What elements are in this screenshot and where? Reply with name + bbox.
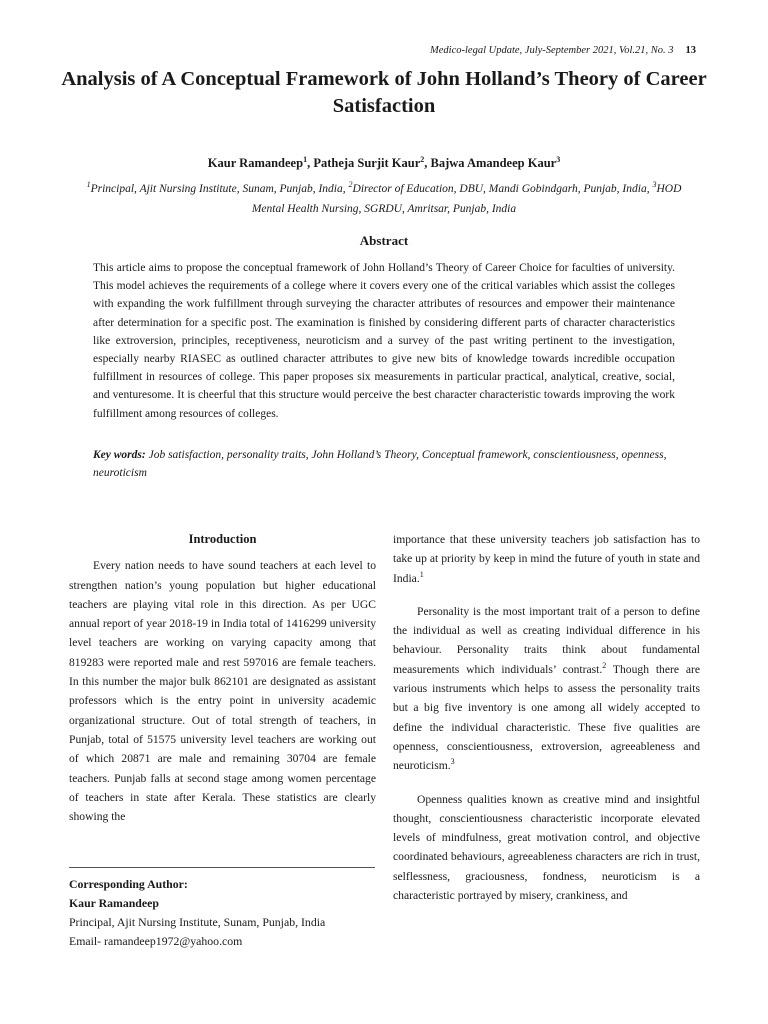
left-column	[69, 530, 376, 826]
affiliation: Principal, Ajit Nursing Institute, Sunam, Punjab, India,	[90, 183, 349, 195]
intro-paragraph-2	[393, 602, 700, 776]
affil-sup: 1	[86, 180, 91, 190]
page-number: 13	[685, 45, 696, 56]
citation-ref: 1	[419, 569, 424, 579]
author-sup: 1	[303, 154, 308, 164]
intro-paragraph-1-continued	[393, 530, 700, 588]
corresponding-author-name: Kaur Ramandeep	[69, 896, 159, 910]
right-column	[393, 530, 700, 905]
paragraph-text: importance that these university teachers job satisfaction has to take up at priority by keep in mind the future of youth in state and India.	[393, 533, 700, 585]
footnote-divider	[69, 867, 375, 868]
affiliation: HOD Mental Health Nursing, SGRDU, Amritsar, Punjab, India	[251, 183, 682, 215]
paragraph-text: Though there are various instruments which helps to assess the personality traits but a big five inventory is one among all widely accepted to define the individual characteristic. These five qualities are openness, conscientiousness, extroversion, agreeableness and neuroticism.	[393, 662, 700, 773]
paper-title: Analysis of A Conceptual Framework of John Holland’s Theory of Career Satisfaction	[61, 68, 707, 117]
affiliation: Director of Education, DBU, Mandi Gobindgarh, Punjab, India,	[352, 183, 653, 195]
keywords-label: Key words:	[93, 449, 146, 461]
author-sup: 3	[556, 154, 561, 164]
affil-sup: 2	[348, 180, 353, 190]
journal-citation: Medico-legal Update, July-September 2021, Vol.21, No. 3	[430, 45, 674, 56]
citation-ref: 3	[450, 757, 455, 767]
author-name: Patheja Surjit Kaur	[313, 156, 421, 170]
corresponding-author-address: Principal, Ajit Nursing Institute, Sunam, Punjab, India	[69, 915, 326, 929]
affiliations	[80, 179, 688, 219]
corresponding-author-email: Email- ramandeep1972@yahoo.com	[69, 934, 243, 948]
author-sup: 2	[420, 154, 425, 164]
author-name: Bajwa Amandeep Kaur	[430, 156, 557, 170]
abstract-text: This article aims to propose the conceptual framework of John Holland’s Theory of Career Choice for faculties of university. This model achieves the requirements of a college where it covers every one of the critical variables which assist the colleges with expanding the work fulfillment through surveying the character attributes of resources and empower their maintenance after determination for a specific post. The examination is finished by considering different parts of character characteristics like extroversion, principles, receptiveness, neuroticism and a survey of the past writing pertinent to the investigation, especially nearby RIASEC as outlined character attributes to give new bits of knowledge towards incredible occupation fulfillment in resources of college. This paper proposes six measurements in particular practical, analytical, creative, social, and venturesome. It is cheerful that this structure would perceive the best character characteristic towards improving the work fulfillment among resources of colleges.	[93, 262, 675, 420]
author-list: Kaur Ramandeep$^1$, Patheja Surjit Kaur$^2$, Bajwa Amandeep Kaur$^3$	[207, 154, 561, 170]
keywords-text: Job satisfaction, personality traits, John Holland’s Theory, Conceptual framework, conscientiousness, openness, neuroticism	[93, 449, 667, 479]
affil-sup: 3	[652, 180, 657, 190]
abstract-heading: Abstract	[359, 233, 409, 248]
corresponding-author-label: Corresponding Author:	[69, 877, 188, 891]
corresponding-author-block	[69, 875, 389, 951]
paragraph-text: Personality is the most important trait of a person to define the individual as well as creating individual difference in his behaviour. Personality traits think about fundamental measurements which individuals’ contrast.	[393, 604, 700, 676]
intro-paragraph-3: Openness qualities known as creative mind and insightful thought, conscientiousness characteristic incorporate elevated levels of mindfulness, great motivation control, and objective coordinated behaviours, agreeableness characters are rich in trust, selflessness, graciousness, fondness, neuroticism is a characteristic portrayed by misery, crankiness, and	[393, 792, 700, 903]
citation-ref: 2	[602, 660, 607, 670]
introduction-heading: Introduction	[188, 532, 257, 546]
running-header	[430, 45, 696, 56]
intro-paragraph-1: Every nation needs to have sound teachers at each level to strengthen nation’s young population but higher educational teachers are playing vital role in this direction. As per UGC annual report of year 2018-19 in India total of 1416299 university level teachers are working on varying capacity among that 819283 were reported male and rest 597016 are female teachers. In this number the major bulk 862101 are designated as assistant professors which is the entry point in university academic organizational structure. Out of total strength of teachers, in Punjab, total of 51575 university level teachers are working out of which 20871 are male and remaining 30704 are female teachers. Punjab falls at second stage among women percentage of teachers in state after Kerala. These statistics are clearly showing the	[69, 559, 376, 824]
keywords	[93, 446, 675, 482]
author-name: Kaur Ramandeep	[207, 156, 304, 170]
